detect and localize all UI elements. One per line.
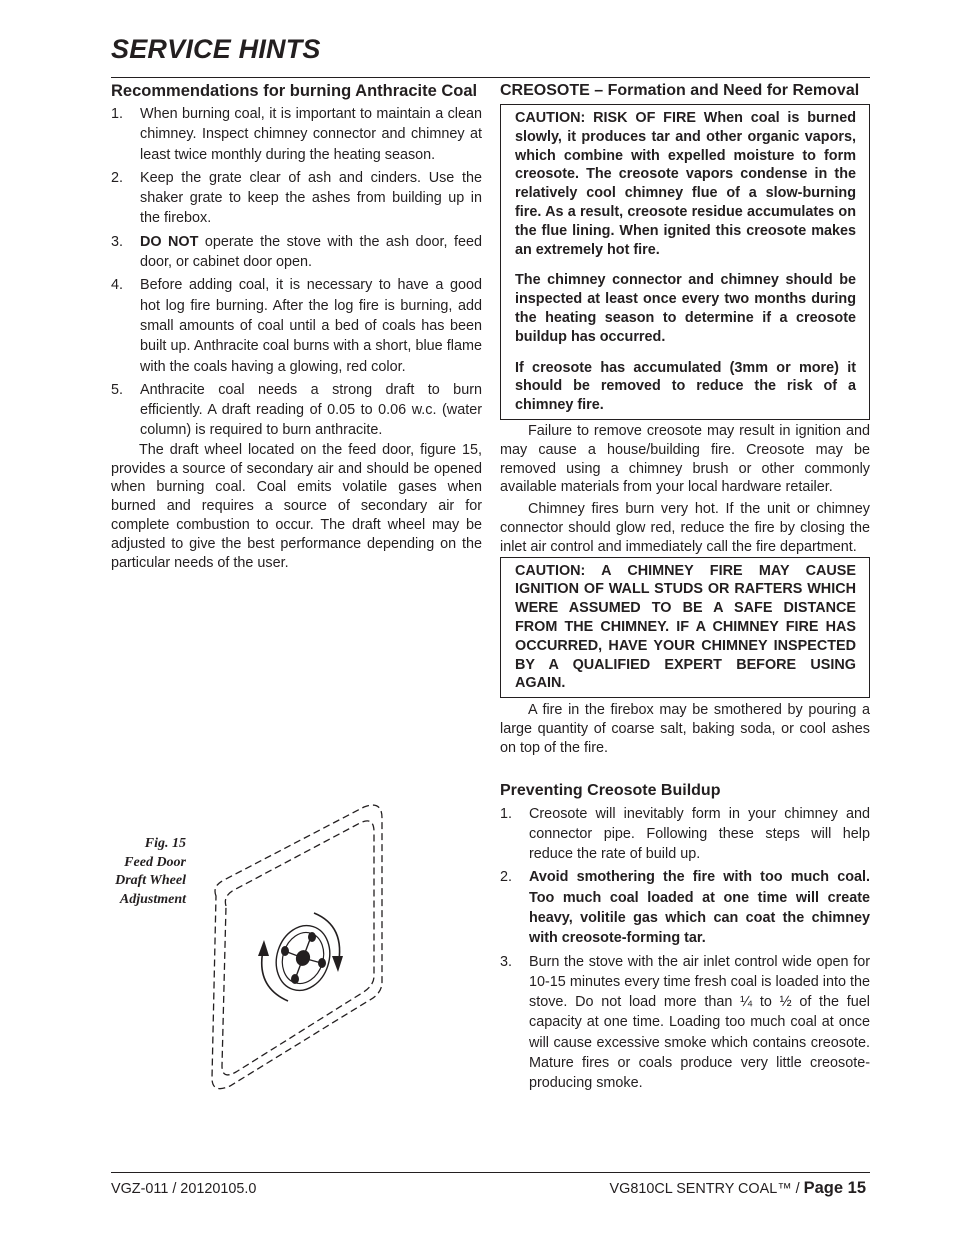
draft-wheel	[258, 913, 343, 1001]
list-item: 1. Creosote will inevitably form in your chimney and connector pipe. Following these steps will help reduce the rate of build up.	[500, 805, 870, 863]
footer-rule	[111, 1172, 870, 1173]
feed-door-illustration	[196, 796, 396, 1096]
page-title: SERVICE HINTS	[111, 34, 321, 64]
caution-box-chimney-fire: CAUTION: A CHIMNEY FIRE MAY CAUSE IGNITION OF WALL STUDS OR RAFTERS WHICH WERE ASSUMED TO BE A SAFE DISTANCE FROM THE CHIMNEY. IF A CHIMNEY FIRE HAS OCCURRED, HAVE YOUR CHIMNEY INSPECTED BY A QUALIFIED EXPERT BEFORE USING AGAIN.	[500, 557, 870, 699]
preventing-creosote-heading: Preventing Creosote Buildup	[500, 781, 721, 799]
caution-box-fire-risk: CAUTION: RISK OF FIRE When coal is burned slowly, it produces tar and other organic vapors, which combine with expelled moisture to form creosote. The creosote vapors condense in the relatively cool chimney flue of a slow-burning fire. As a result, creosote residue accumulates on the flue lining. When ignited this creosote makes an extremely hot fire. The chimney connector and chimney should be inspected at least once every two months during the heating season to determine if a creosote buildup has occurred. If creosote has accumulated (3mm or more) it should be removed to reduce the risk of a chimney fire.	[500, 104, 870, 420]
preventing-steps	[500, 804, 870, 1094]
creosote-heading: CREOSOTE – Formation and Need for Removal	[500, 82, 860, 99]
list-item: 3. Burn the stove with the air inlet control wide open for 10-15 minutes every time fresh coal is loaded into the stove. Do not load more than ¼ to ½ of the fuel capacity at one time. Loading too much coal at once will cause excessive smoke which contains creosote. Mature fires or coals produce very little creosote-producing smoke.	[500, 953, 870, 1092]
anthracite-heading: Recommendations for burning Anthracite Coal	[111, 82, 478, 100]
list-item: 4. Before adding coal, it is necessary to have a good hot log fire burning. After the log fire is burning, add small amounts of coal until a bed of coals has been built up. Anthracite coal burns with a short, blue flame with the coals having a glowing, red color.	[111, 277, 482, 375]
figure-caption: Fig. 15 Feed Door Draft Wheel Adjustment	[115, 836, 186, 907]
chimney-fires-paragraph: Chimney fires burn very hot. If the unit or chimney connector should glow red, reduce the fire by closing the inlet air control and immediately call the fire department.	[500, 501, 870, 555]
footer-doc-code: VGZ-011 / 20120105.0	[111, 1181, 257, 1197]
door-outline-inner	[222, 821, 374, 1075]
footer-page-info: VG810CL SENTRY COAL™ / Page 15	[609, 1179, 866, 1197]
door-outline-outer	[212, 805, 382, 1089]
header-rule	[111, 77, 870, 78]
draft-wheel-paragraph: The draft wheel located on the feed door, figure 15, provides a source of secondary air and should be opened when burning coal. Coal emits volatile gases when burned and requires a source of secondary air for complete combustion to occur. The draft wheel may be adjusted to give the best performance depending on the particular needs of the user.	[111, 441, 482, 571]
firebox-paragraph: A fire in the firebox may be smothered by pouring a large quantity of coarse salt, baking soda, or cool ashes on top of the fire.	[500, 702, 870, 756]
list-item: 2. Keep the grate clear of ash and cinders. Use the shaker grate to keep the ashes from building up in the firebox.	[111, 169, 482, 227]
creosote-failure-paragraph: Failure to remove creosote may result in ignition and may cause a house/building fire. Creosote may be removed using a chimney brush or other commonly available materials from your local hardware retailer.	[500, 422, 870, 496]
page-number: Page 15	[803, 1179, 866, 1197]
list-item: 2. Avoid smothering the fire with too much coal. Too much coal loaded at one time will create heavy, volitile gas which can coat the chimney with creosote-forming tar.	[500, 869, 870, 947]
list-item: 5. Anthracite coal needs a strong draft to burn efficiently. A draft reading of 0.05 to 0.06 w.c. (water column) is required to burn anthracite.	[111, 381, 482, 439]
left-column	[111, 80, 482, 572]
right-column	[500, 80, 870, 1097]
anthracite-steps	[111, 104, 482, 441]
list-item: 3. DO NOT operate the stove with the ash door, feed door, or cabinet door open.	[111, 233, 482, 271]
list-item: 1. When burning coal, it is important to maintain a clean chimney. Inspect chimney connector and chimney at least twice monthly during the heating season.	[111, 106, 482, 163]
